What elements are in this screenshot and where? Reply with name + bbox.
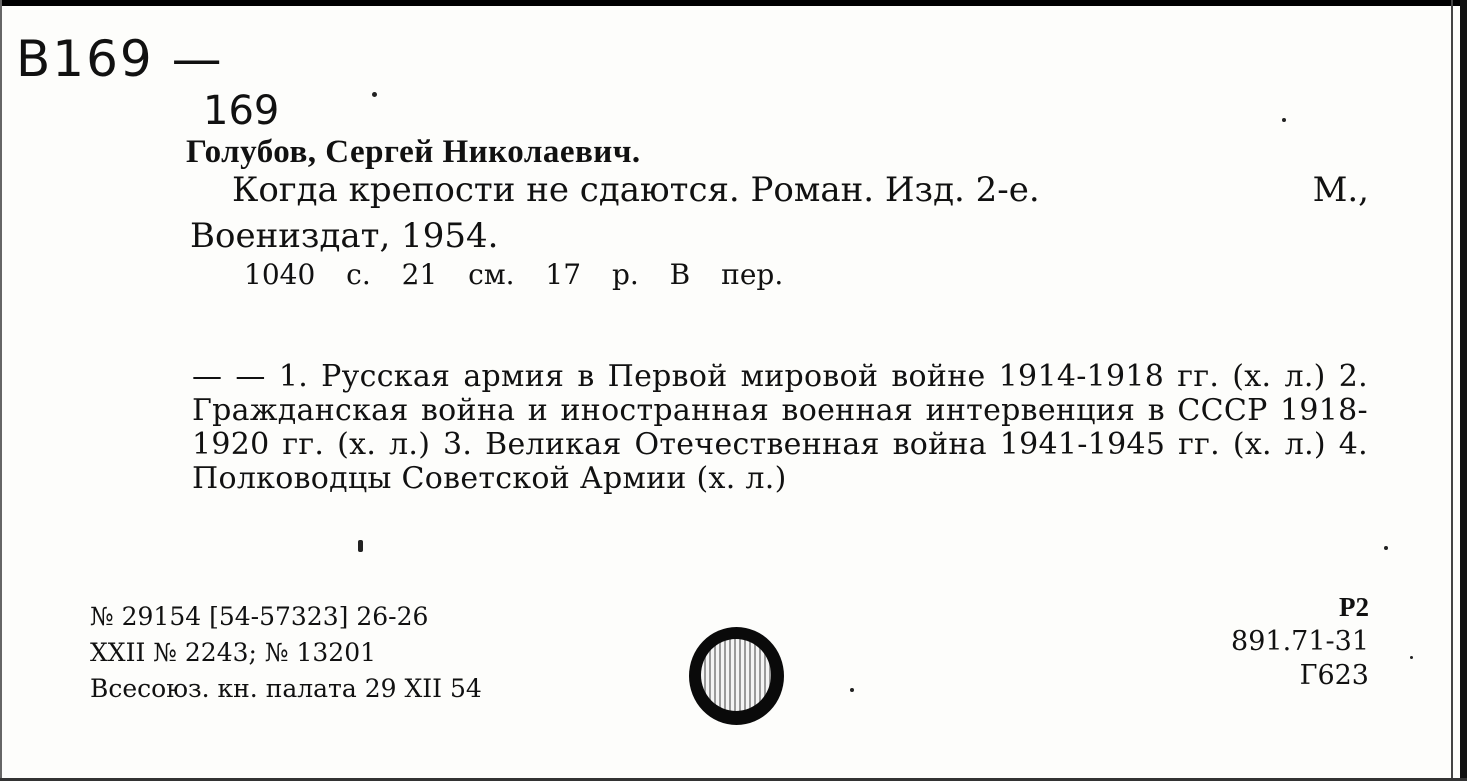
title-statement: Когда крепости не сдаются. Роман. Изд. 2-е.	[232, 170, 1040, 210]
author-mark: Г623	[1299, 660, 1369, 691]
card-right-edge	[1460, 0, 1467, 781]
physical-description: 1040 с. 21 см. 17 р. В пер.	[244, 258, 784, 291]
speck	[1410, 656, 1413, 659]
handwritten-number: 169	[203, 88, 280, 134]
handwritten-shelf-mark: В169 —	[16, 30, 224, 88]
author-heading: Голубов, Сергей Николаевич.	[186, 134, 641, 170]
card-top-edge	[0, 0, 1467, 6]
speck	[850, 688, 854, 692]
card-right-line	[1451, 0, 1453, 781]
speck	[1384, 546, 1388, 550]
speck	[1282, 118, 1286, 122]
subject-headings: — — 1. Русская армия в Первой мировой войне 1914-1918 гг. (х. л.) 2. Гражданская война и иностранная военная интервенция в СССР 1918-1920 гг. (х. л.) 3. Великая Отечественная война 1941-1945 гг. (х. л.) 4. Полководцы Советской Армии (х. л.)	[192, 359, 1368, 496]
speck	[372, 92, 377, 97]
punch-hole	[689, 627, 784, 725]
publisher-line: Воениздат, 1954.	[190, 216, 499, 256]
publication-place: М.,	[1312, 170, 1369, 210]
accession-line-3: Всесоюз. кн. палата 29 XII 54	[90, 674, 482, 703]
udc-code: 891.71-31	[1231, 626, 1369, 657]
card-left-edge	[0, 0, 2, 781]
classification-code: Р2	[1339, 592, 1369, 622]
accession-line-2: XXII № 2243; № 13201	[90, 638, 377, 667]
accession-line-1: № 29154 [54-57323] 26-26	[90, 602, 429, 631]
speck	[358, 540, 363, 552]
